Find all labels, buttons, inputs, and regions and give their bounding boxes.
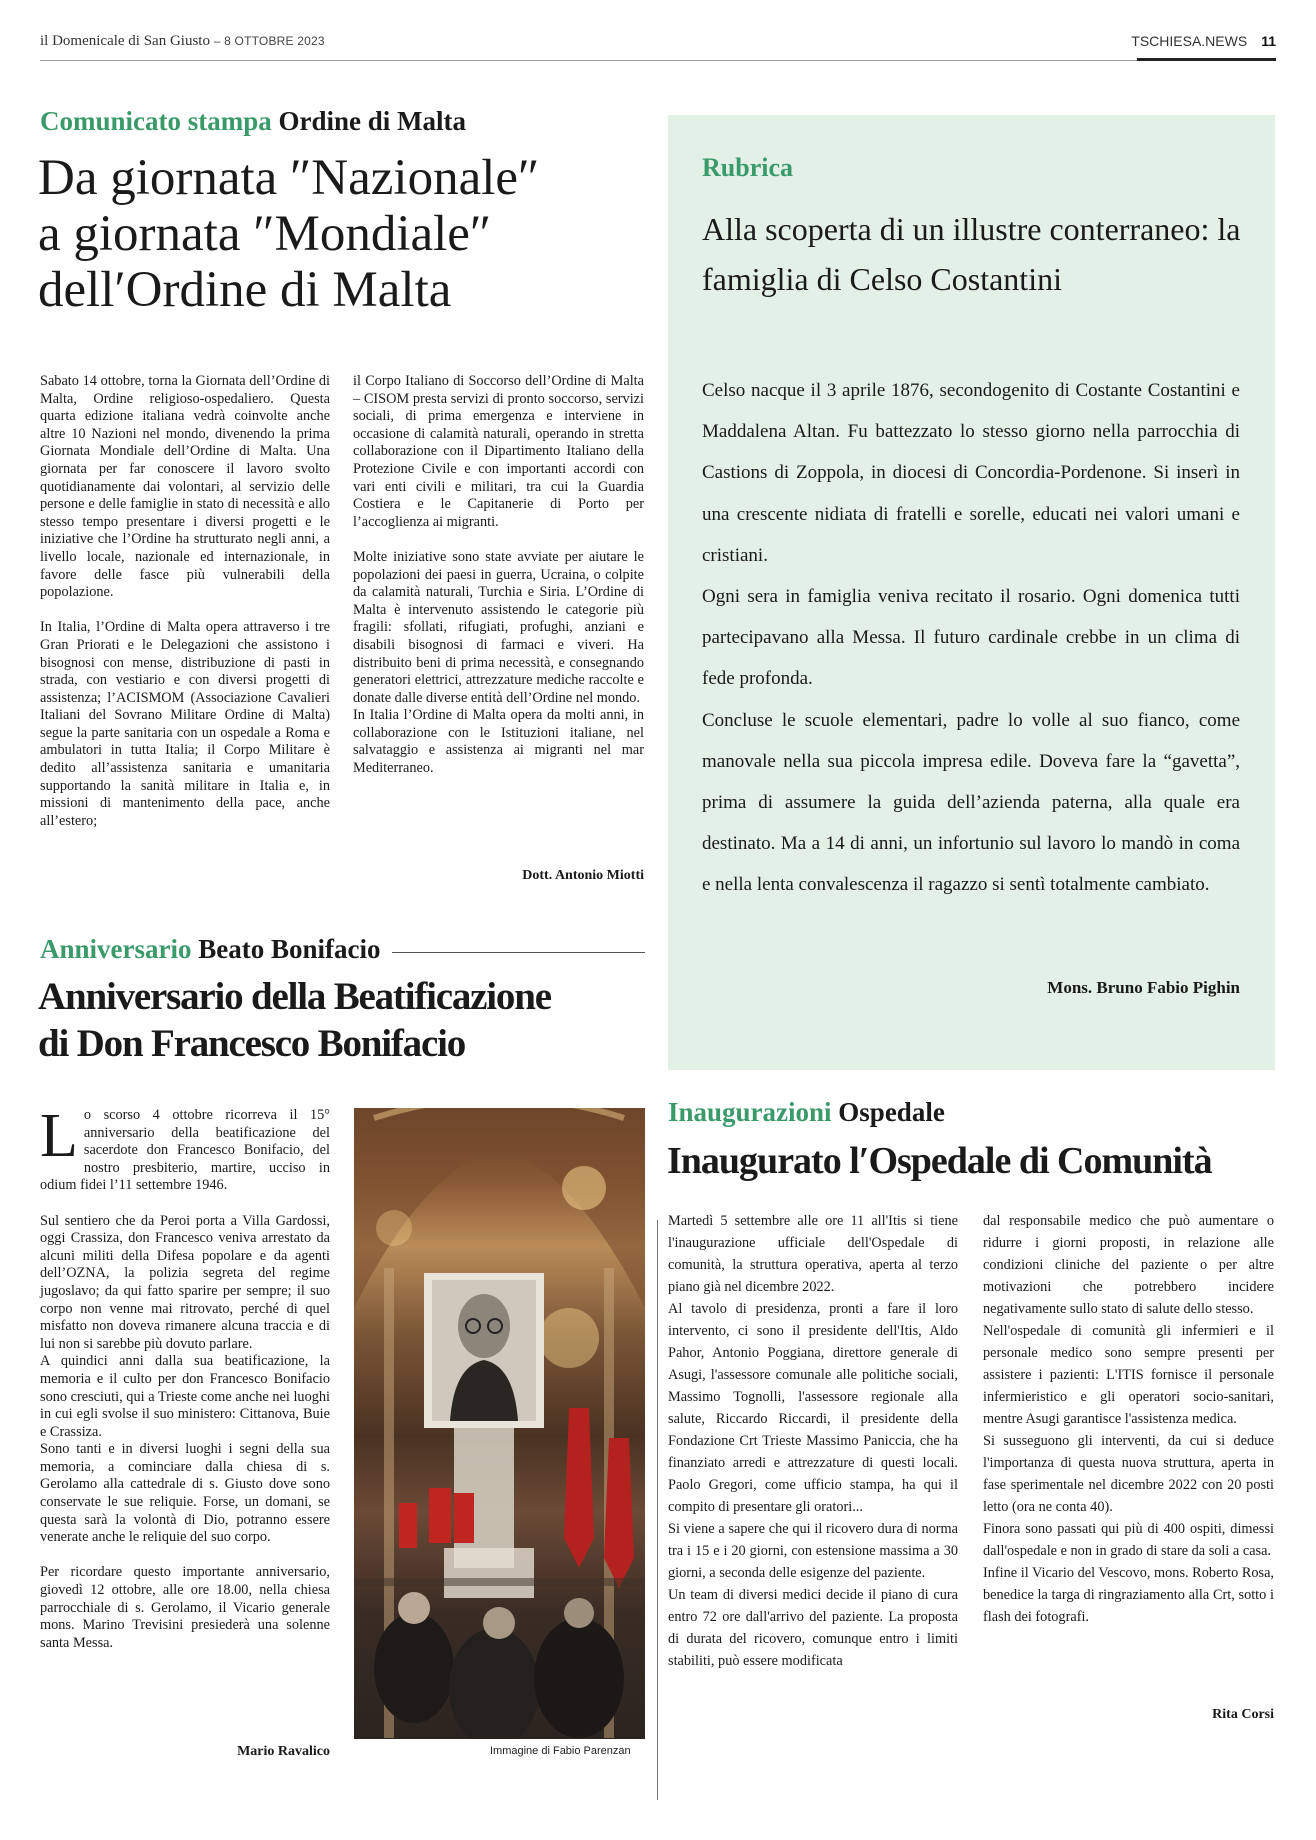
article3-column-2 bbox=[983, 1210, 1274, 1628]
article3-signature: Rita Corsi bbox=[1212, 1707, 1274, 1722]
article2-headline bbox=[38, 973, 663, 1067]
article1-category: Comunicato stampa bbox=[40, 106, 272, 136]
beatification-photo bbox=[354, 1108, 645, 1739]
article1-headline-line: dell′Ordine di Malta bbox=[38, 262, 452, 318]
photo-illustration bbox=[354, 1108, 645, 1739]
header-rule-accent bbox=[1137, 58, 1276, 61]
column-divider bbox=[657, 1220, 658, 1800]
article1-paragraph: Sabato 14 ottobre, torna la Giornata dell’Ordine di Malta, Ordine religioso-ospedaliero. Questa quarta edizione italiana vedrà coinvolte anche altre 10 Nazioni nel mondo, divenendo la prima Giornata Mondiale dell’Ordine di Malta. Una giornata per far conoscere il lavoro svolto quotidianamente dai volontari, al servizio delle persone e delle famiglie in stato di necessità e allo stesso tempo presentare i diversi progetti e le iniziative che l’Ordine ha strutturato negli anni, a livello locale, nazionale ed internazionale, in favore delle fasce più vulnerabili della popolazione. bbox=[40, 373, 330, 601]
article1-signature: Dott. Antonio Miotti bbox=[522, 868, 644, 883]
issue-date: – 8 OTTOBRE 2023 bbox=[213, 34, 325, 48]
article2-topic: Beato Bonifacio bbox=[198, 934, 381, 964]
page-number: 11 bbox=[1261, 33, 1276, 49]
article2-category: Anniversario bbox=[40, 934, 192, 964]
rubrica-body bbox=[702, 370, 1240, 906]
article2-paragraph: A quindici anni dalla sua beatificazione, la memoria e il culto per don Francesco Bonifacio sono cresciuti, qui a Trieste come anche nei luoghi in cui egli svolse il suo ministero: Cittanova, Buie e Crassiza. bbox=[40, 1353, 330, 1440]
photo-credit: Immagine di Fabio Parenzan bbox=[490, 1745, 631, 1757]
rubrica-paragraph: Ogni sera in famiglia veniva recitato il rosario. Ogni domenica tutti partecipavano alla Messa. Il futuro cardinale crebbe in un clima di fede profonda. bbox=[702, 586, 1240, 690]
article2-kicker-rule bbox=[392, 952, 645, 953]
article1-paragraph: In Italia, l’Ordine di Malta opera attraverso i tre Gran Priorati e le Delegazioni che assistono i bisognosi con mense, distribuzione di pasti in strada, con vestiario e con diversi progetti di assistenza; l’ACISMOM (Associazione Cavalieri Italiani del Sovrano Militare Ordine di Malta) segue la parte sanitaria con un ospedale a Roma e ambulatori in tutta Italia; il Corpo Militare è dedito all’assistenza sanitaria e umanitaria supportando la sanità militare in Italia e, in missioni di mantenimento della pace, anche all’estero; bbox=[40, 619, 330, 829]
article3-paragraph: Finora sono passati qui più di 400 ospiti, dimessi dall'ospedale e non in grado di stare da soli a casa. bbox=[983, 1521, 1274, 1559]
article2-kicker bbox=[40, 934, 381, 965]
article2-paragraph: Sono tanti e in diversi luoghi i segni della sua memoria, a cominciare dalla chiesa di s. Gerolamo alla cattedrale di s. Giusto dove sono conservate le sue reliquie. Forse, un domani, se questa sarà la volontà di Dio, potranno essere venerate anche le reliquie del suo corpo. bbox=[40, 1441, 330, 1546]
rubrica-signature: Mons. Bruno Fabio Pighin bbox=[1047, 978, 1240, 997]
article3-column-1 bbox=[668, 1210, 958, 1672]
article3-paragraph: Infine il Vicario del Vescovo, mons. Roberto Rosa, benedice la targa di ringraziamento alla Crt, sotto i flash dei fotografi. bbox=[983, 1565, 1274, 1625]
article1-paragraph: Molte iniziative sono state avviate per aiutare le popolazioni dei paesi in guerra, Ucraina, o colpite da calamità naturali, Turchia e Siria. L’Ordine di Malta è intervenuto assistendo le categorie più fragili: sfollati, rifugiati, profughi, anziani e disabili bisognosi di farmaci e viveri. Ha distribuito beni di prima necessità, e consegnando generatori elettrici, attrezzature mediche raccolte e donate dalle diverse entità dell’Ordine nel mondo. bbox=[353, 548, 644, 706]
publication-header bbox=[40, 33, 325, 50]
rubrica-title: Alla scoperta di un illustre conterraneo: la famiglia di Celso Costantini bbox=[702, 211, 1241, 297]
article3-headline: Inaugurato l′Ospedale di Comunità bbox=[667, 1140, 1212, 1182]
article2-paragraph: Sul sentiero che da Peroi porta a Villa Gardossi, oggi Crassiza, don Francesco veniva arrestato da alcuni militi della Difesa popolare e da agenti dell’OZNA, la polizia segreta del regime jugoslavo; da qui fatto sparire per sempre; il suo corpo non venne mai ritrovato, perché di quel misfatto non doveva rimanere alcuna traccia e di lui non si sarebbe più dovuto parlare. bbox=[40, 1212, 330, 1352]
article3-kicker bbox=[668, 1097, 945, 1128]
article1-headline-line: a giornata ″Mondiale″ bbox=[38, 206, 492, 262]
article2-headline-line: di Don Francesco Bonifacio bbox=[38, 1022, 466, 1065]
article3-paragraph: Si viene a sapere che qui il ricovero dura di norma tra i 15 e i 20 giorni, con estensione massima a 30 giorni, a seconda delle esigenze del paziente. bbox=[668, 1521, 958, 1581]
article2-column bbox=[40, 1102, 330, 1652]
article3-paragraph: Nell'ospedale di comunità gli infermieri e il personale medico sono sempre presenti per assistere i pazienti: L'ITIS fornisce il personale infermieristico e gli operatori socio-sanitari, mentre Asugi garantisce l'assistenza medica. bbox=[983, 1323, 1274, 1427]
article2-paragraph: o scorso 4 ottobre ricorreva il 15° anniversario della beatificazione del sacerdote don Francesco Bonifacio, del nostro presbiterio, martire, ucciso in odium fidei l’11 settembre 1946. bbox=[40, 1107, 330, 1194]
article1-kicker bbox=[40, 106, 466, 137]
article2-headline-line: Anniversario della Beatificazione bbox=[38, 975, 551, 1018]
article3-category: Inaugurazioni bbox=[668, 1097, 832, 1127]
article3-topic: Ospedale bbox=[838, 1097, 945, 1127]
article1-headline bbox=[38, 150, 658, 318]
article3-paragraph: dal responsabile medico che può aumentare o ridurre i giorni proposti, in relazione alle condizioni cliniche del paziente o per altre motivazioni che potrebbero incidere negativamente sullo stato di salute dello stesso. bbox=[983, 1213, 1274, 1317]
site-name: TSCHIESA.NEWS bbox=[1131, 33, 1248, 49]
article2-paragraph: Per ricordare questo importante anniversario, giovedì 12 ottobre, alle ore 18.00, nella chiesa parrocchiale di s. Gerolamo, il Vicario generale mons. Marino Trevisini presiederà una solenne santa Messa. bbox=[40, 1564, 330, 1651]
header-rule bbox=[40, 60, 1276, 61]
article1-paragraph: il Corpo Italiano di Soccorso dell’Ordine di Malta – CISOM presta servizi di pronto soccorso, servizi sociali, di prima emergenza e interviene in occasione di calamità naturali, operando in stretta collaborazione con il Dipartimento Italiano della Protezione Civile e con importanti accordi con vari enti civili e militari, tra cui la Guardia Costiera e le Capitanerie di Porto per l’accoglienza ai migranti. bbox=[353, 373, 644, 530]
article1-topic: Ordine di Malta bbox=[278, 106, 467, 136]
article3-paragraph: Si susseguono gli interventi, da cui si deduce l'importanza di questa nuova struttura, aperta in fase sperimentale nel dicembre 2022 con 20 posti letto (ora ne conta 40). bbox=[983, 1433, 1274, 1515]
article2-signature: Mario Ravalico bbox=[237, 1744, 330, 1759]
rubrica-label: Rubrica bbox=[702, 153, 793, 182]
article1-column-1 bbox=[40, 373, 330, 830]
article3-paragraph: Un team di diversi medici decide il piano di cura entro 72 ore dall'arrivo del paziente. La proposta di durata del ricovero, comunque entro i limiti stabiliti, può essere modificata bbox=[668, 1587, 958, 1669]
dropcap: L bbox=[40, 1102, 78, 1170]
rubrica-paragraph: Celso nacque il 3 aprile 1876, secondogenito di Costante Costantini e Maddalena Altan. Fu battezzato lo stesso giorno nella parrocchia di Castions di Zoppola, in diocesi di Concordia-Pordenone. Si inserì in una crescente nidiata di fratelli e sorelle, educati nei valori umani e cristiani. bbox=[702, 380, 1240, 566]
publication-name: il Domenicale di San Giusto bbox=[40, 33, 210, 49]
article1-column-2 bbox=[353, 373, 644, 778]
rubrica-paragraph: Concluse le scuole elementari, padre lo volle al suo fianco, come manovale nella sua piccola impresa edile. Doveva fare la “gavetta”, prima di assumere la guida dell’azienda paterna, alla quale era destinato. Ma a 14 di anni, un infortunio sul lavoro lo mandò in coma e nella lenta convalescenza il ragazzo si sentì totalmente cambiato. bbox=[702, 709, 1240, 896]
article3-paragraph: Al tavolo di presidenza, pronti a fare il loro intervento, ci sono il presidente dell'Itis, Aldo Pahor, Antonio Poggiana, direttore generale di Asugi, l'assessore comunale alle politiche sociali, Massimo Tognolli, l'assessore regionale alla salute, Riccardo Riccardi, il presidente della Fondazione Crt Trieste Massimo Paniccia, che ha finanziato arredi e attrezzature di questi locali. Paolo Gregori, come ufficio stampa, ha qui il compito di presentare gli oratori... bbox=[668, 1301, 958, 1515]
header-right bbox=[1131, 33, 1276, 49]
article1-headline-line: Da giornata ″Nazionale″ bbox=[38, 150, 540, 206]
article1-paragraph: In Italia l’Ordine di Malta opera da molti anni, in collaborazione con le Istituzioni italiane, nel salvataggio e assistenza ai migranti nel mar Mediterraneo. bbox=[353, 707, 644, 777]
article3-paragraph: Martedì 5 settembre alle ore 11 all'Itis si tiene l'inaugurazione ufficiale dell'Ospedale di comunità, la struttura operativa, aperta al terzo piano già nel dicembre 2022. bbox=[668, 1213, 958, 1295]
